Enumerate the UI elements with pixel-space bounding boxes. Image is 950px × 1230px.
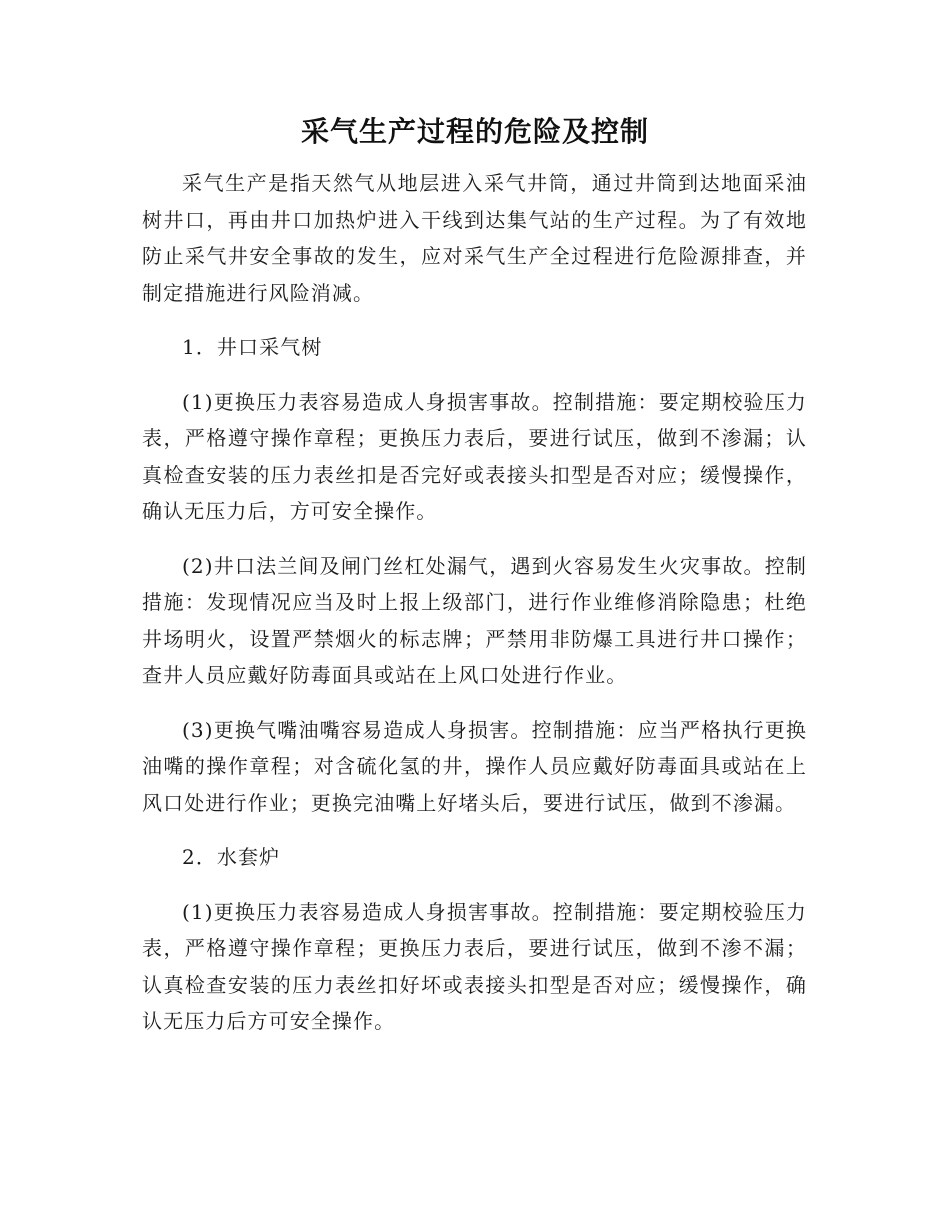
section-heading-water-jacket-furnace: 2．水套炉 [182, 845, 281, 869]
document-body [142, 165, 807, 1058]
intro-paragraph: 采气生产是指天然气从地层进入采气井筒，通过井筒到达地面采油树井口，再由井口加热炉进入干线到达集气站的生产过程。为了有效地防止采气井安全事故的发生，应对采气生产全过程进行危险源排查，并制定措施进行风险消减。 [142, 171, 807, 305]
page-title: 采气生产过程的危险及控制 [300, 115, 649, 148]
section-furnace-item-1: (1)更换压力表容易造成人身损害事故。控制措施：要定期校验压力表，严格遵守操作章程；更换压力表后，要进行试压，做到不渗不漏；认真检查安装的压力表丝扣好坏或表接头扣型是否对应；缓慢操作，确认无压力后方可安全操作。 [142, 899, 807, 1033]
section-heading-wellhead: 1．井口采气树 [182, 335, 323, 359]
section-wellhead-item-1: (1)更换压力表容易造成人身损害事故。控制措施：要定期校验压力表，严格遵守操作章程；更换压力表后，要进行试压，做到不渗漏；认真检查安装的压力表丝扣是否完好或表接头扣型是否对应；缓慢操作，确认无压力后，方可安全操作。 [142, 389, 807, 523]
section-wellhead-item-2: (2)井口法兰间及闸门丝杠处漏气，遇到火容易发生火灾事故。控制措施：发现情况应当及时上报上级部门，进行作业维修消除隐患；杜绝井场明火，设置严禁烟火的标志牌；严禁用非防爆工具进行井口操作；查井人员应戴好防毒面具或站在上风口处进行作业。 [142, 553, 807, 687]
section-wellhead-item-3: (3)更换气嘴油嘴容易造成人身损害。控制措施：应当严格执行更换油嘴的操作章程；对含硫化氢的井，操作人员应戴好防毒面具或站在上风口处进行作业；更换完油嘴上好堵头后，要进行试压，做到不渗漏。 [142, 717, 807, 815]
